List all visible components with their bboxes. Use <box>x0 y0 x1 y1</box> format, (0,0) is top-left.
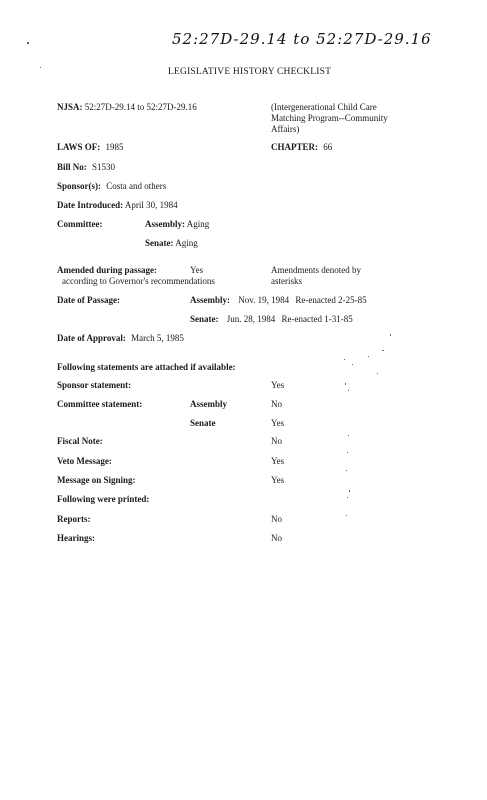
subject-block <box>271 102 388 135</box>
passage-senate-date: Jun. 28, 1984 <box>226 314 276 324</box>
committee-statement-assembly-label: Assembly <box>190 399 228 409</box>
hearings-label: Hearings: <box>57 533 95 543</box>
amended-note: according to Governor's recommendations <box>62 276 215 286</box>
amendments-denoted-line: asterisks <box>271 276 302 286</box>
committee-statement-senate-label: Senate <box>190 418 216 428</box>
handwritten-statute-range: 52:27D-29.14 to 52:27D-29.16 <box>172 30 432 48</box>
scan-speck <box>368 356 369 357</box>
scan-speck <box>40 67 41 68</box>
message-on-signing-label: Message on Signing: <box>57 475 136 485</box>
njsa-row <box>57 102 197 113</box>
committee-label: Committee: <box>57 219 103 229</box>
sponsors-value: Costa and others <box>106 181 167 191</box>
scan-speck <box>348 390 349 391</box>
sponsor-statement-value: Yes <box>271 380 285 390</box>
message-on-signing-value: Yes <box>271 475 285 485</box>
date-of-approval-value: March 5, 1985 <box>131 333 184 343</box>
njsa-value: 52:27D-29.14 to 52:27D-29.16 <box>84 102 197 112</box>
amended-label: Amended during passage: <box>57 265 158 275</box>
scan-speck <box>347 497 348 498</box>
hearings-value: No <box>271 533 282 543</box>
committee-assembly-row <box>145 219 209 230</box>
scan-speck <box>346 470 347 471</box>
date-of-passage-label: Date of Passage: <box>57 295 120 305</box>
veto-message-value: Yes <box>271 456 285 466</box>
passage-senate-reenacted: Re-enacted 1-31-85 <box>281 314 353 324</box>
scan-speck <box>390 334 391 336</box>
bill-no-label: Bill No: <box>57 162 87 172</box>
bill-no-value: S1530 <box>92 162 116 172</box>
committee-statement-label: Committee statement: <box>57 399 143 409</box>
reports-value: No <box>271 514 282 524</box>
committee-statement-assembly-value: No <box>271 399 282 409</box>
statements-heading: Following statements are attached if available: <box>57 362 236 372</box>
passage-senate-label: Senate: <box>190 314 219 324</box>
scan-speck <box>377 373 378 374</box>
fiscal-note-value: No <box>271 436 282 446</box>
page-title: LEGISLATIVE HISTORY CHECKLIST <box>168 67 332 77</box>
scan-speck <box>346 515 347 516</box>
passage-assembly-date: Nov. 19, 1984 <box>238 295 290 305</box>
sponsor-statement-label: Sponsor statement: <box>57 380 132 390</box>
passage-assembly-row <box>190 295 367 306</box>
subject-line: Matching Program--Community <box>271 113 388 123</box>
veto-message-label: Veto Message: <box>57 456 112 466</box>
committee-senate-value: Aging <box>175 238 198 248</box>
committee-senate-label: Senate: <box>145 238 174 248</box>
date-introduced-value: April 30, 1984 <box>124 200 178 210</box>
scan-speck <box>347 452 348 453</box>
passage-senate-row <box>190 314 353 325</box>
fiscal-note-label: Fiscal Note: <box>57 436 103 446</box>
laws-of-label: LAWS OF: <box>57 142 101 152</box>
amendments-denoted <box>271 265 361 287</box>
passage-assembly-label: Assembly: <box>190 295 230 305</box>
njsa-label: NJSA: <box>57 102 83 112</box>
laws-of-value: 1985 <box>105 142 124 152</box>
bill-no-row <box>57 162 115 173</box>
sponsors-row <box>57 181 166 192</box>
subject-line: Affairs) <box>271 124 300 134</box>
scan-speck <box>382 350 384 351</box>
passage-assembly-reenacted: Re-enacted 2-25-85 <box>295 295 367 305</box>
committee-assembly-value: Aging <box>186 219 210 229</box>
amendments-denoted-line: Amendments denoted by <box>271 265 361 275</box>
chapter-label: CHAPTER: <box>271 142 318 152</box>
laws-of-row <box>57 142 124 153</box>
date-of-approval-label: Date of Approval: <box>57 333 126 343</box>
scan-speck <box>352 364 353 365</box>
date-introduced-row <box>57 200 178 211</box>
chapter-value: 66 <box>323 142 333 152</box>
subject-line: (Intergenerational Child Care <box>271 102 377 112</box>
committee-senate-row <box>145 238 198 249</box>
chapter-row <box>271 142 332 153</box>
printed-heading: Following were printed: <box>57 494 150 504</box>
scan-speck <box>344 359 345 360</box>
reports-label: Reports: <box>57 514 91 524</box>
date-introduced-label: Date Introduced: <box>57 200 124 210</box>
scan-speck <box>349 490 350 492</box>
date-of-approval-row <box>57 333 184 344</box>
scan-speck <box>348 435 349 436</box>
committee-statement-senate-value: Yes <box>271 418 285 428</box>
sponsors-label: Sponsor(s): <box>57 181 102 191</box>
amended-value: Yes <box>190 265 204 275</box>
scan-speck <box>27 42 29 44</box>
committee-assembly-label: Assembly: <box>145 219 185 229</box>
scan-speck <box>345 383 346 385</box>
